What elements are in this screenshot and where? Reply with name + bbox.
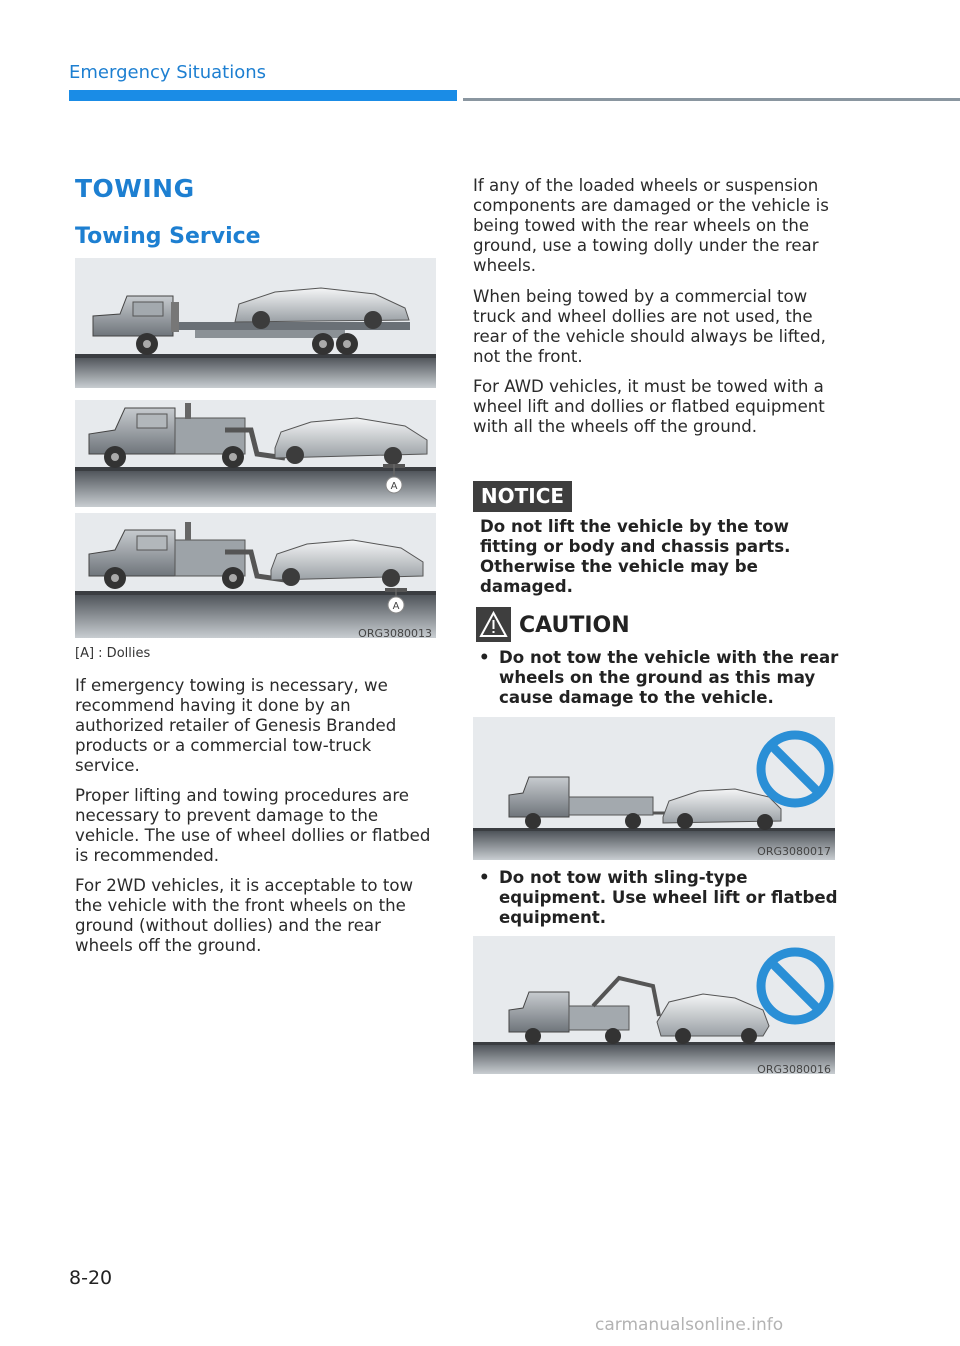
header-accent-bar <box>69 90 457 101</box>
towing-methods-figure <box>75 258 436 638</box>
dolly-callout-label-2: A <box>392 601 400 612</box>
dolly-callout-label-1: A <box>390 481 398 492</box>
wheel-lift-panel-2 <box>75 522 436 638</box>
caution-title: CAUTION <box>519 613 630 638</box>
paragraph-awd-towing: For AWD vehicles, it must be towed with a wheel lift and dollies or flatbed equipment with all the wheels off the ground. <box>473 377 825 436</box>
caution-bullet-text: Do not tow with sling-type equipment. Use wheel lift or flatbed equipment. <box>499 868 838 927</box>
subsection-title: Towing Service <box>75 224 261 249</box>
figure-caption: [A] : Dollies <box>75 646 151 661</box>
bullet-dot: • <box>479 648 490 667</box>
flatbed-truck-panel <box>75 288 436 388</box>
caution-bullet-text: Do not tow the vehicle with the rear wheels on the ground as this may cause damage to the vehicle. <box>499 648 839 707</box>
notice-text: Do not lift the vehicle by the tow fitting or body and chassis parts. Otherwise the vehicle may be damaged. <box>480 517 791 596</box>
figure-code-sling: ORG3080016 <box>757 1063 831 1076</box>
figure-code-main: ORG3080013 <box>358 627 432 640</box>
caution-bullet-sling-type <box>479 868 839 928</box>
caution-bullet-rear-wheels <box>479 648 839 708</box>
section-title: TOWING <box>75 174 195 203</box>
paragraph-commercial-tow: When being towed by a commercial tow truck and wheel dollies are not used, the rear of the vehicle should always be lifted, not the front. <box>473 287 826 366</box>
prohibited-sling-figure <box>473 936 835 1074</box>
header-section-title: Emergency Situations <box>69 62 267 83</box>
paragraph-towing-intro: If emergency towing is necessary, we recommend having it done by an authorized retailer of Genesis Branded products or a commercial tow-truck service. <box>75 676 397 775</box>
prohibited-icon <box>761 735 829 803</box>
page-number: 8-20 <box>69 1267 113 1289</box>
bullet-dot: • <box>479 868 490 887</box>
paragraph-2wd-towing: For 2WD vehicles, it is acceptable to tow the vehicle with the front wheels on the ground (without dollies) and the rear wheels off the ground. <box>75 876 414 955</box>
notice-badge: NOTICE <box>473 481 572 512</box>
paragraph-lifting-procedures: Proper lifting and towing procedures are necessary to prevent damage to the vehicle. The use of wheel dollies or flatbed is recommended. <box>75 786 431 865</box>
header-rule <box>463 98 960 101</box>
figure-code-rear-wheels: ORG3080017 <box>757 845 831 858</box>
prohibited-rear-wheels-figure <box>473 717 835 860</box>
paragraph-damaged-wheels: If any of the loaded wheels or suspension components are damaged or the vehicle is being towed with the rear wheels on the ground, use a towing dolly under the rear wheels. <box>473 176 829 275</box>
warning-triangle-icon <box>476 607 511 642</box>
prohibited-icon <box>761 952 829 1020</box>
wheel-lift-panel-1 <box>75 403 436 507</box>
watermark: carmanualsonline.info <box>595 1315 784 1335</box>
